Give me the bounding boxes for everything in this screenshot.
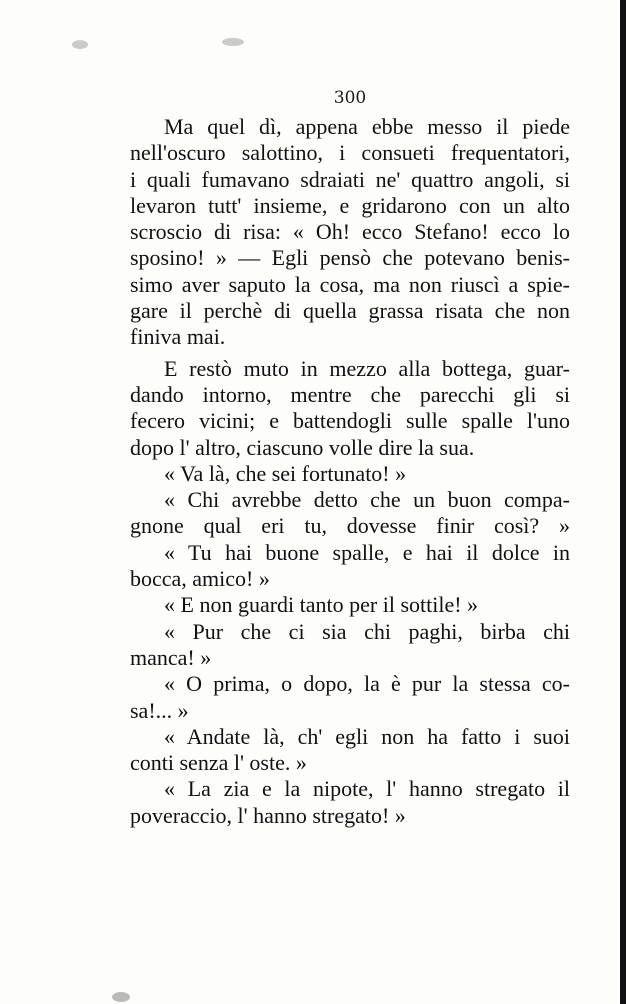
- page-edge-shadow: [620, 0, 626, 1004]
- page-number: 300: [333, 88, 367, 108]
- ink-smudge: [222, 38, 244, 46]
- text-line: fecero vicini; e battendogli sulle spalle l'uno: [130, 408, 570, 434]
- text-line: « Chi avrebbe detto che un buon compa-: [164, 487, 570, 513]
- text-line: Ma quel dì, appena ebbe messo il piede: [164, 114, 570, 139]
- ink-smudge: [72, 40, 88, 49]
- text-line: dopo l' altro, ciascuno volle dire la sua.: [130, 434, 475, 460]
- text-line: simo aver saputo la cosa, ma non riuscì a spie-: [130, 271, 570, 297]
- text-line: « Andate là, ch' egli non ha fatto i suoi: [164, 723, 570, 749]
- text-line: finiva mai.: [130, 324, 226, 350]
- body-text: [130, 114, 570, 829]
- text-line: « O prima, o dopo, la è pur la stessa co-: [164, 671, 570, 697]
- text-line: « Va là, che sei fortunato! »: [164, 460, 407, 486]
- text-line: sposino! » — Egli pensò che potevano benis-: [130, 245, 570, 271]
- text-line: « E non guardi tanto per il sottile! »: [164, 592, 479, 618]
- text-line: scroscio di risa: « Oh! ecco Stefano! ecco lo: [130, 219, 570, 245]
- text-line: manca! »: [130, 644, 212, 670]
- text-line: dando intorno, mentre che parecchi gli si: [130, 381, 570, 407]
- text-line: levaron tutt' insieme, e gridarono con un alto: [130, 192, 570, 218]
- text-line: E restò muto in mezzo alla bottega, guar-: [164, 355, 570, 381]
- text-line: « La zia e la nipote, l' hanno stregato il: [164, 776, 570, 802]
- text-line: poveraccio, l' hanno stregato! »: [130, 802, 406, 828]
- text-line: gnone qual eri tu, dovesse finir così? »: [130, 513, 570, 539]
- text-line: i quali fumavano sdraiati ne' quattro angoli, si: [130, 166, 570, 192]
- text-line: gare il perchè di quella grassa risata che non: [130, 298, 570, 324]
- ink-smudge: [112, 992, 130, 1002]
- text-line: « Pur che ci sia chi paghi, birba chi: [164, 618, 570, 644]
- text-line: bocca, amico! »: [130, 566, 270, 592]
- text-line: « Tu hai buone spalle, e hai il dolce in: [164, 539, 570, 565]
- text-line: conti senza l' oste. »: [130, 750, 307, 776]
- text-line: nell'oscuro salottino, i consueti frequentatori,: [130, 140, 570, 166]
- text-line: sa!... »: [130, 697, 189, 723]
